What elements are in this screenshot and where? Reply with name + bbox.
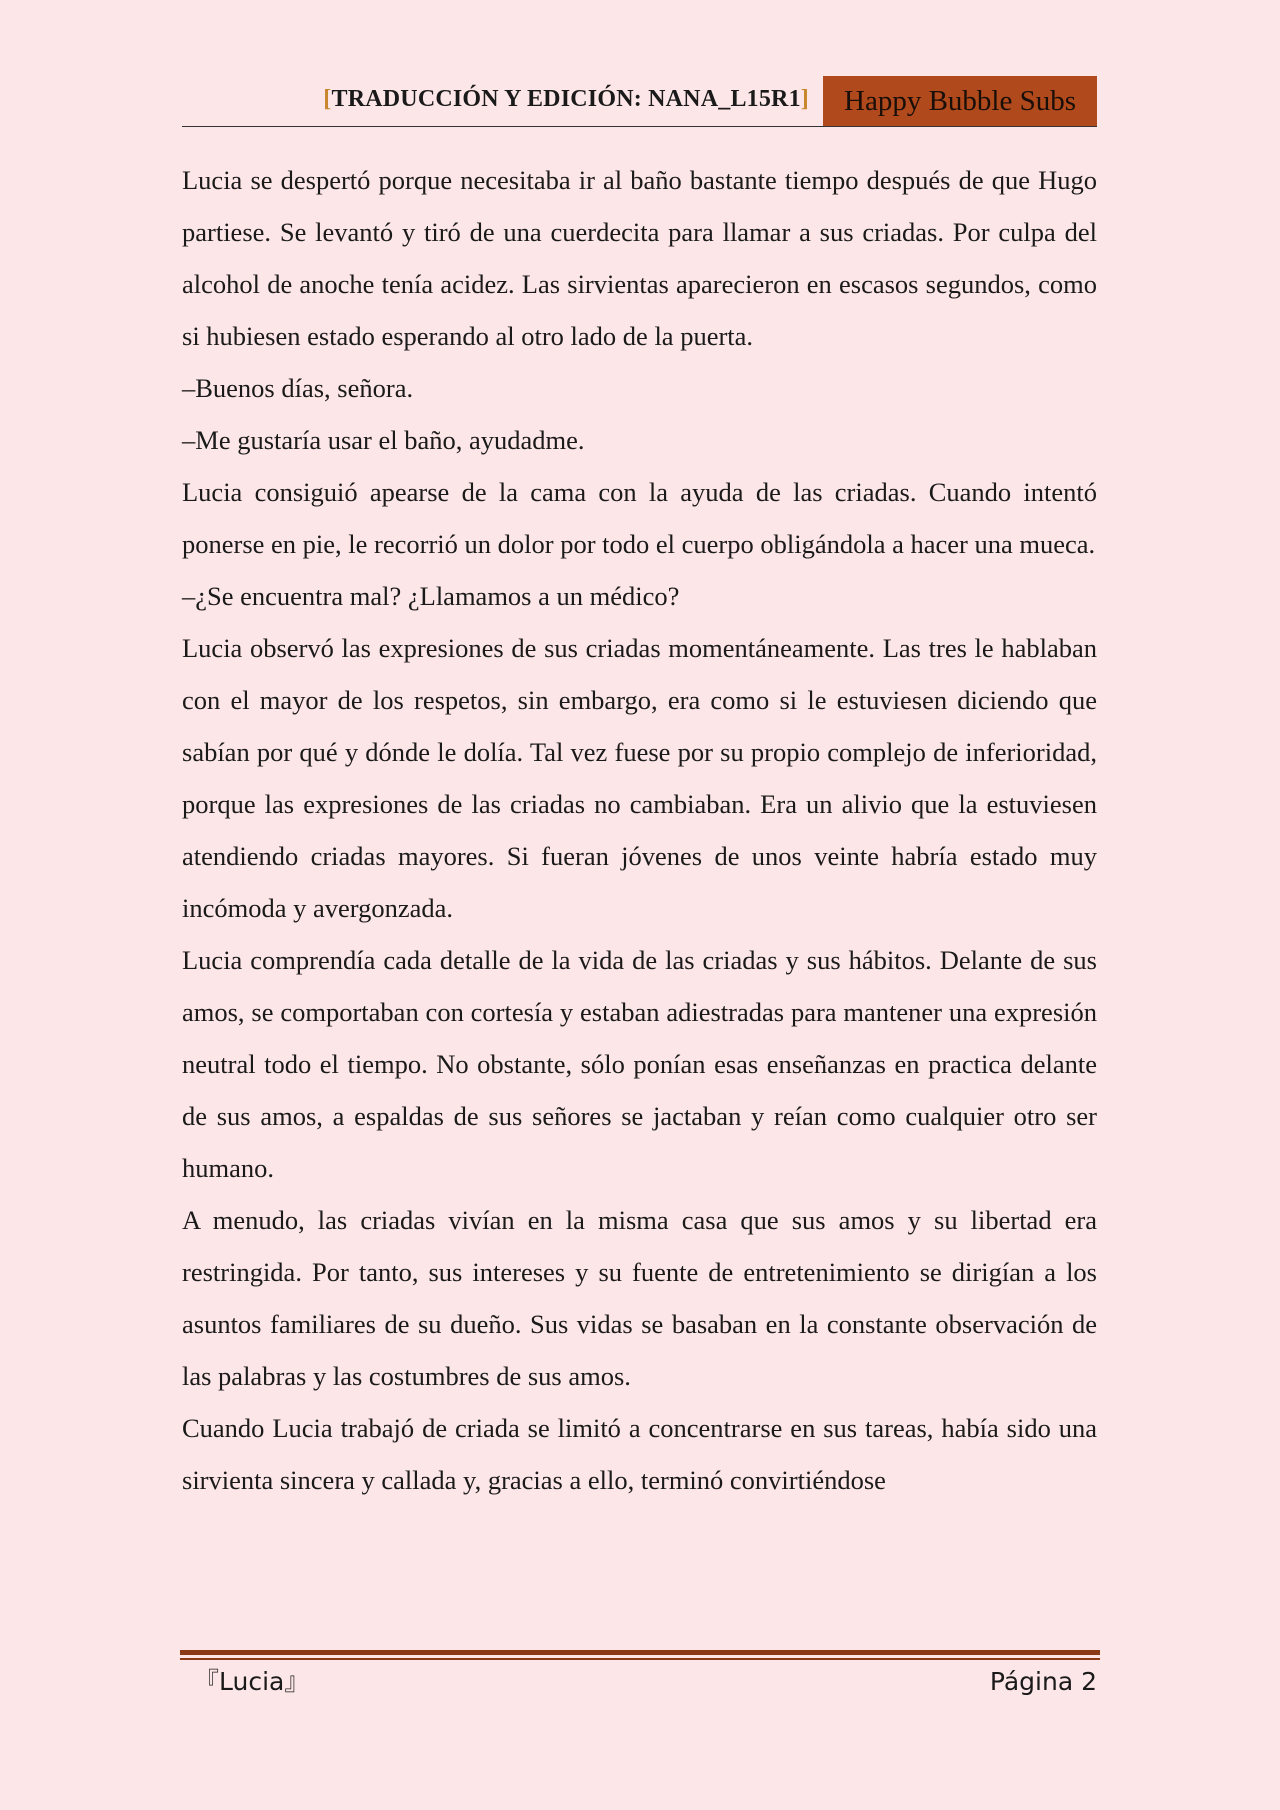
paragraph: Cuando Lucia trabajó de criada se limitó a concentrarse en sus tareas, había sido una sirvienta sincera y callada y, gracias a ello, terminó convirtiéndose bbox=[182, 1413, 1097, 1495]
page-header bbox=[182, 76, 1097, 127]
bracket-close: ] bbox=[800, 86, 809, 112]
book-title: 『Lucia』 bbox=[194, 1667, 310, 1696]
paragraph: A menudo, las criadas vivían en la misma casa que sus amos y su libertad era restringida. Por tanto, sus intereses y su fuente de entretenimiento se dirigían a los asuntos familiares de su dueño. Sus vidas se basaban en la constante observación de las palabras y las costumbres de sus amos. bbox=[182, 1205, 1097, 1391]
paragraph: Lucia observó las expresiones de sus criadas momentáneamente. Las tres le hablaban con el mayor de los respetos, sin embargo, era como si le estuviesen diciendo que sabían por qué y dónde le dolía. Tal vez fuese por su propio complejo de inferioridad, porque las expresiones de las criadas no cambiaban. Era un alivio que la estuviesen atendiendo criadas mayores. Si fueran jóvenes de unos veinte habría estado muy incómoda y avergonzada. bbox=[182, 633, 1097, 923]
brand-label: Happy Bubble Subs bbox=[823, 76, 1097, 126]
footer-rule bbox=[180, 1650, 1100, 1655]
page-body bbox=[182, 154, 1097, 1506]
paragraph: –¿Se encuentra mal? ¿Llamamos a un médico? bbox=[182, 581, 680, 611]
header-title: TRADUCCIÓN Y EDICIÓN: NANA_L15R1 bbox=[331, 86, 801, 112]
footer-rule-thin bbox=[180, 1658, 1100, 1660]
paragraph: Lucia se despertó porque necesitaba ir al baño bastante tiempo después de que Hugo partiese. Se levantó y tiró de una cuerdecita para llamar a sus criadas. Por culpa del alcohol de anoche tenía acidez. Las sirvientas aparecieron en escasos segundos, como si hubiesen estado esperando al otro lado de la puerta. bbox=[182, 165, 1097, 351]
bracket-open: [ bbox=[323, 86, 332, 112]
page-number: Página 2 bbox=[989, 1667, 1097, 1696]
paragraph: Lucia consiguió apearse de la cama con la ayuda de las criadas. Cuando intentó ponerse en pie, le recorrió un dolor por todo el cuerpo obligándola a hacer una mueca. bbox=[182, 477, 1097, 559]
paragraph: Lucia comprendía cada detalle de la vida de las criadas y sus hábitos. Delante de sus amos, se comportaban con cortesía y estaban adiestradas para mantener una expresión neutral todo el tiempo. No obstante, sólo ponían esas enseñanzas en practica delante de sus amos, a espaldas de sus señores se jactaban y reían como cualquier otro ser humano. bbox=[182, 945, 1097, 1183]
translation-credit bbox=[323, 86, 809, 113]
paragraph: –Buenos días, señora. bbox=[182, 373, 414, 403]
paragraph: –Me gustaría usar el baño, ayudadme. bbox=[182, 425, 585, 455]
